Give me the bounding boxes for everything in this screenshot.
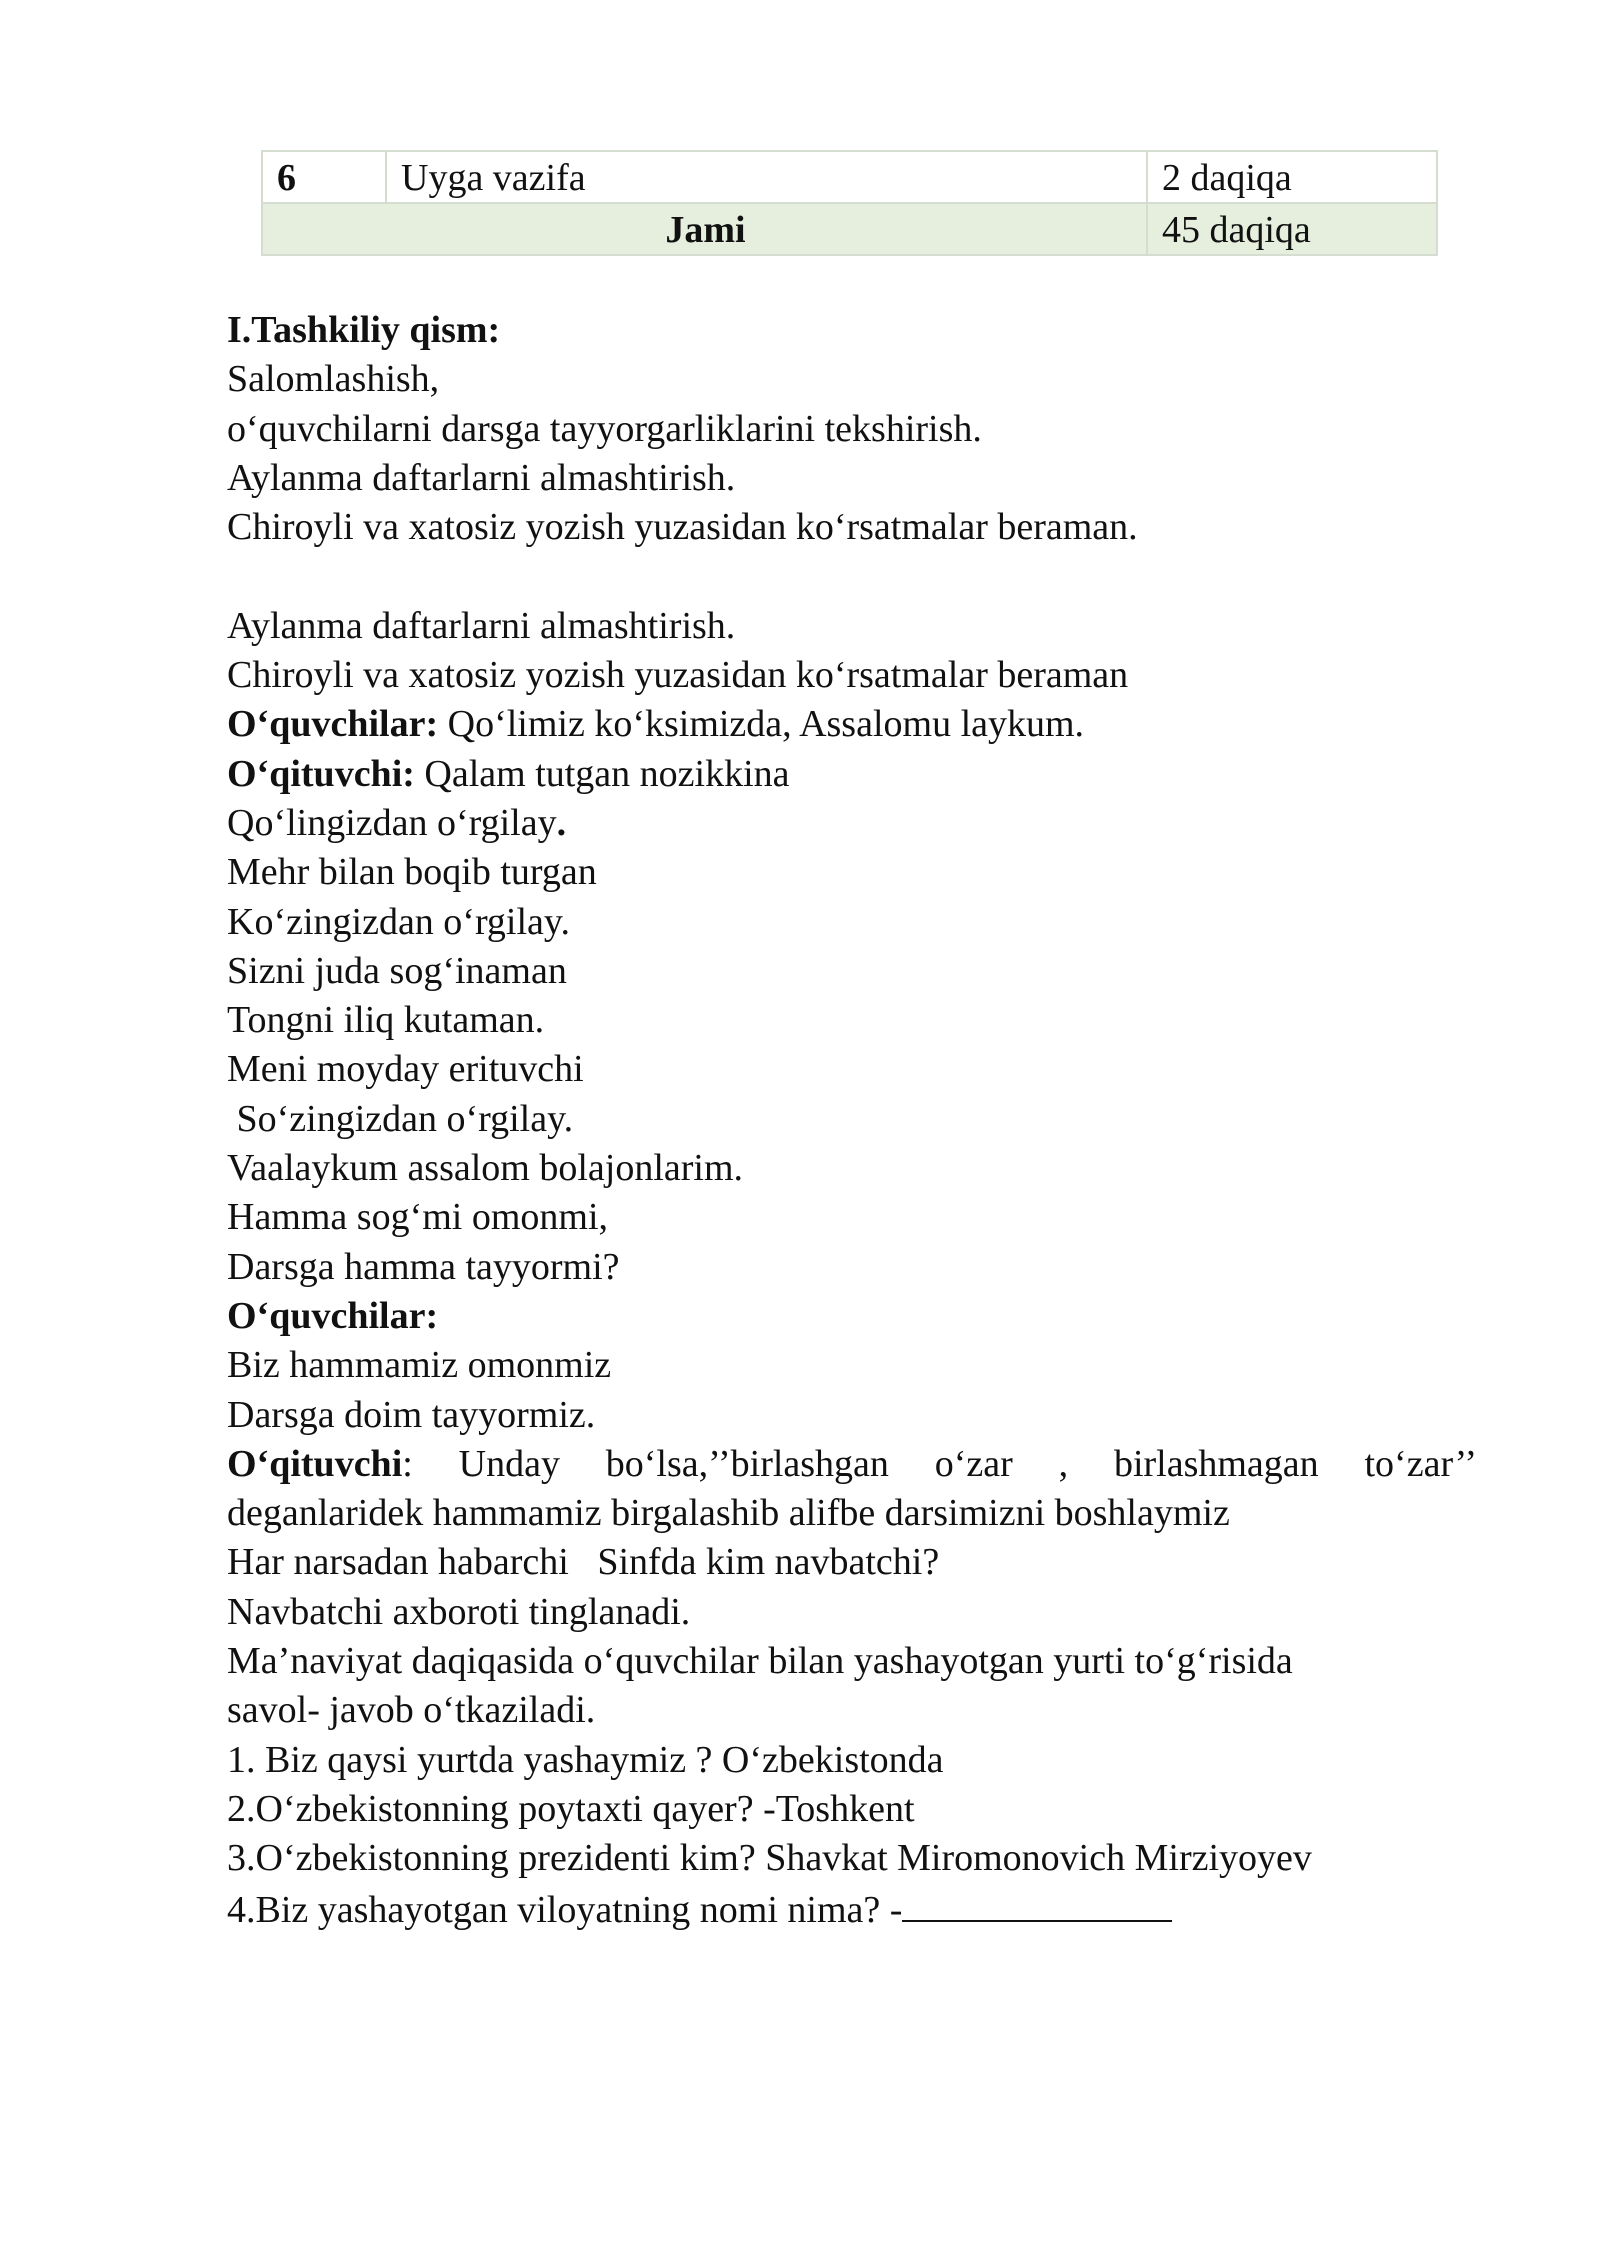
speaker-label: O‘qituvchi: <box>227 752 415 795</box>
question-line <box>227 1884 1477 1935</box>
text-line: 2.O‘zbekistonning poytaxti qayer? -Toshkent <box>227 1787 915 1830</box>
text-line: Chiroyli va xatosiz yozish yuzasidan ko‘rsatmalar beraman. <box>227 506 1138 549</box>
dialogue-text: : Unday bo‘lsa,’’birlashgan o‘zar , birlashmagan to‘zar’’ <box>402 1442 1477 1485</box>
dialogue-line <box>227 750 1477 799</box>
poem-text: Qo‘lingizdan o‘rgilay <box>227 801 557 844</box>
text-line: 1. Biz qaysi yurtda yashaymiz ? O‘zbekistonda <box>227 1738 944 1781</box>
dialogue-line <box>227 1440 1477 1489</box>
text-line: o‘quvchilarni darsga tayyorgarliklarini tekshirish. <box>227 407 982 450</box>
poem-line: Hamma sog‘mi omonmi, <box>227 1196 609 1239</box>
blank-line <box>227 552 1477 601</box>
document-body <box>227 306 1477 1935</box>
text-line: savol- javob o‘tkaziladi. <box>227 1689 596 1732</box>
poem-line: Tongni iliq kutaman. <box>227 999 545 1042</box>
text-line: 3.O‘zbekistonning prezidenti kim? Shavkat Miromonovich Mirziyoyev <box>227 1837 1312 1880</box>
question-text: 4.Biz yashayotgan viloyatning nomi nima? - <box>227 1888 903 1931</box>
text-line: Biz hammamiz omonmiz <box>227 1344 612 1387</box>
poem-line: Sizni juda sog‘inaman <box>227 949 567 992</box>
table-total-row <box>262 203 1437 255</box>
poem-line: Vaalaykum assalom bolajonlarim. <box>227 1147 744 1190</box>
dialogue-line <box>227 700 1477 749</box>
row-number: 6 <box>262 151 386 203</box>
speaker-label: O‘quvchilar: <box>227 1294 439 1337</box>
text-line: Salomlashish, <box>227 358 440 401</box>
poem-line <box>227 799 1477 848</box>
table-row <box>262 151 1437 203</box>
speaker-label: O‘quvchilar: <box>227 703 439 746</box>
row-duration: 2 daqiqa <box>1147 151 1437 203</box>
total-label: Jami <box>262 203 1147 255</box>
dialogue-text: Qo‘limiz ko‘ksimizda, Assalomu laykum. <box>438 703 1085 746</box>
speaker-label: O‘qituvchi <box>227 1442 403 1485</box>
poem-line: Darsga hamma tayyormi? <box>227 1245 620 1288</box>
text-line: Ma’naviyat daqiqasida o‘quvchilar bilan yashayotgan yurti to‘g‘risida <box>227 1640 1293 1683</box>
text-line: Navbatchi axboroti tinglanadi. <box>227 1590 691 1633</box>
poem-period: . <box>556 801 567 844</box>
text-line: Aylanma daftarlarni almashtirish. <box>227 456 736 499</box>
text-line: Darsga doim tayyormiz. <box>227 1393 596 1436</box>
poem-line: So‘zingizdan o‘rgilay. <box>227 1097 574 1140</box>
dialogue-text: Qalam tutgan nozikkina <box>414 752 790 795</box>
text-line: Aylanma daftarlarni almashtirish. <box>227 604 736 647</box>
poem-line: Ko‘zingizdan o‘rgilay. <box>227 900 570 943</box>
text-line: Chiroyli va xatosiz yozish yuzasidan ko‘rsatmalar beraman <box>227 654 1129 697</box>
row-activity: Uyga vazifa <box>386 151 1147 203</box>
lesson-plan-table <box>261 150 1438 256</box>
poem-line: Meni moyday erituvchi <box>227 1048 584 1091</box>
text-line: Har narsadan habarchi Sinfda kim navbatchi? <box>227 1541 940 1584</box>
section-title: I.Tashkiliy qism: <box>227 309 501 351</box>
total-duration: 45 daqiqa <box>1147 203 1437 255</box>
poem-line: Mehr bilan boqib turgan <box>227 851 597 894</box>
text-line: deganlaridek hammamiz birgalashib alifbe darsimizni boshlaymiz <box>227 1492 1230 1535</box>
answer-blank <box>902 1884 1172 1922</box>
